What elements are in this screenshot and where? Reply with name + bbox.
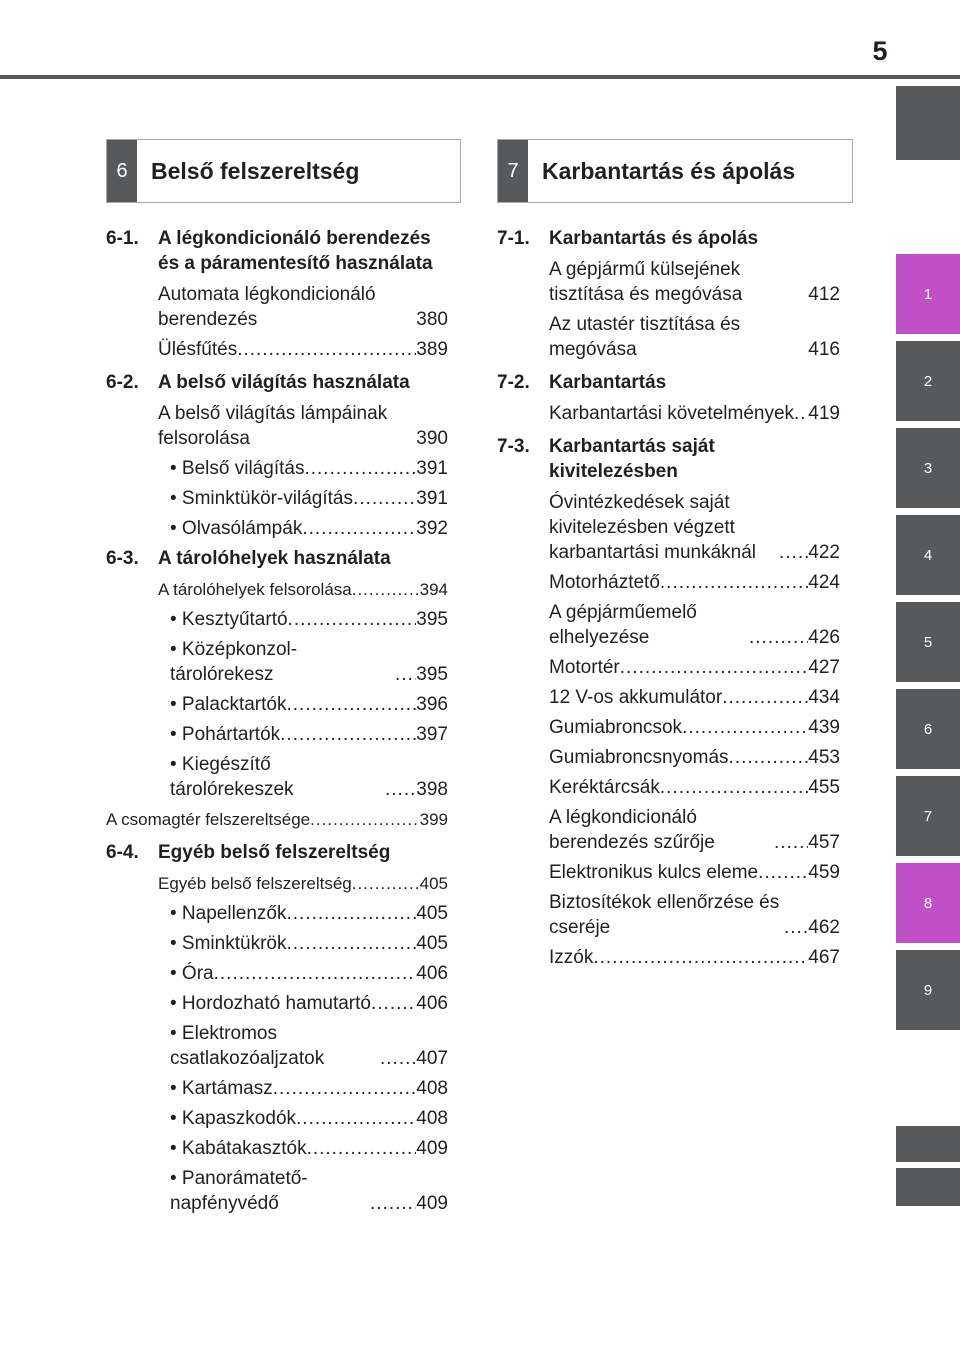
toc-entry-label: Izzók [549, 947, 594, 968]
thumb-tab-7[interactable]: 7 [896, 776, 960, 856]
leader-dots [307, 1136, 417, 1161]
toc-entry[interactable] [549, 775, 840, 800]
toc-entry[interactable] [549, 715, 840, 740]
toc-entry-label: Elektronikus kulcs eleme [549, 862, 759, 883]
toc-entry-page: 416 [808, 339, 840, 360]
toc-entry-label: • Elektromos csatlakozóaljzatok [170, 1023, 325, 1069]
toc-entry-page: 426 [808, 627, 840, 648]
toc-subentry[interactable] [170, 931, 448, 956]
toc-entry-page: 455 [808, 777, 840, 798]
toc-entry-page: 398 [416, 779, 448, 800]
thumb-tab-8[interactable]: 8 [896, 863, 960, 943]
chapter-number: 6-3. [106, 548, 139, 569]
toc-entry-label: Óvintézkedések saját kivitelezésben végzett karbantartási munkáknál [549, 492, 756, 563]
section-7-header [497, 139, 853, 203]
toc-entry-label: Biztosítékok ellenőrzése és cseréje [549, 892, 780, 938]
section-6-title: Belső felszereltség [151, 157, 360, 184]
thumb-tab-blank-1[interactable] [896, 1126, 960, 1162]
section-6-number: 6 [107, 140, 137, 202]
toc-entry-label: • Panorámatető-napfényvédő [170, 1168, 308, 1214]
toc-entry-label: • Napellenzők [170, 903, 287, 924]
toc-entry-label: • Palacktartók [170, 694, 287, 715]
toc-entry-label: 12 V-os akkumulátor [549, 687, 723, 708]
toc-subentry[interactable] [170, 1021, 448, 1071]
toc-entry[interactable] [549, 655, 840, 680]
leader-dots [287, 901, 417, 926]
leader-dots [371, 991, 416, 1016]
toc-entry-label: • Óra [170, 963, 214, 984]
leader-dots [288, 607, 417, 632]
chapter-6-1[interactable] [106, 226, 448, 276]
toc-entry-label: • Belső világítás [170, 458, 305, 479]
chapter-6-4[interactable] [106, 840, 448, 865]
chapter-number: 6-2. [106, 372, 139, 393]
toc-subentry[interactable] [170, 1166, 448, 1216]
leader-dots [620, 655, 809, 680]
leader-dots [749, 625, 808, 650]
toc-entry-page: 395 [416, 664, 448, 685]
leader-dots [237, 337, 416, 362]
leader-dots [302, 516, 416, 541]
chapter-title: Karbantartás [549, 372, 667, 393]
page-number: 5 [872, 36, 888, 66]
toc-entry-page: 380 [416, 309, 448, 330]
leader-dots [370, 1191, 416, 1216]
toc-entry-page: 391 [416, 458, 448, 479]
toc-subentry[interactable] [170, 991, 448, 1016]
toc-entry-page: 405 [416, 903, 448, 924]
toc-entry-page: 408 [416, 1078, 448, 1099]
toc-entry-label: A gépjárműemelő elhelyezése [549, 602, 697, 648]
leader-dots [286, 692, 416, 717]
thumb-tab-blank-top[interactable] [896, 86, 960, 160]
leader-dots [214, 961, 417, 986]
toc-entry-label: • Középkonzol-tárolórekesz [170, 639, 298, 685]
chapter-number: 7-1. [497, 228, 530, 249]
toc-entry-page: 390 [416, 428, 448, 449]
thumb-tab-1[interactable]: 1 [896, 254, 960, 334]
toc-entry[interactable] [549, 745, 840, 770]
leader-dots [395, 662, 416, 687]
toc-entry-label: A csomagtér felszereltsége [106, 810, 311, 829]
toc-entry[interactable] [549, 600, 840, 650]
chapter-title: A belső világítás használata [158, 372, 410, 393]
leader-dots [758, 860, 808, 885]
chapter-7-2[interactable] [497, 370, 840, 395]
toc-entry[interactable] [549, 805, 840, 855]
toc-entry-label: Ülésfűtés [158, 339, 238, 360]
leader-dots [273, 1076, 417, 1101]
toc-entry-page: 424 [808, 572, 840, 593]
toc-subentry[interactable] [170, 516, 448, 541]
toc-subentry[interactable] [170, 1106, 448, 1131]
toc-entry-label: • Hordozható hamutartó [170, 993, 371, 1014]
toc-entry-label: • Kabátakasztók [170, 1138, 307, 1159]
toc-entry-page: 412 [808, 284, 840, 305]
leader-dots [286, 931, 416, 956]
section-6-header [106, 139, 461, 203]
chapter-7-3[interactable] [497, 434, 840, 484]
leader-dots [385, 777, 416, 802]
toc-entry-page: 392 [416, 518, 448, 539]
toc-entry[interactable] [549, 945, 840, 970]
toc-entry-page: 389 [416, 339, 448, 360]
toc-entry-label: Gumiabroncsnyomás [549, 747, 729, 768]
toc-entry[interactable] [549, 401, 840, 426]
toc-entry-page: 408 [416, 1108, 448, 1129]
toc-entry-label: A tárolóhelyek felsorolása [158, 580, 352, 599]
toc-entry-label: Keréktárcsák [549, 777, 660, 798]
thumb-tab-5[interactable]: 5 [896, 602, 960, 682]
toc-entry[interactable] [549, 890, 840, 940]
toc-entry-page: 396 [416, 694, 448, 715]
chapter-6-2[interactable] [106, 370, 448, 395]
toc-entry-page: 409 [416, 1193, 448, 1214]
leader-dots [593, 945, 808, 970]
toc-entry-page: 419 [808, 403, 840, 424]
toc-entry[interactable] [158, 401, 448, 451]
leader-dots [353, 486, 416, 511]
toc-subentry[interactable] [170, 722, 448, 747]
leader-dots [784, 915, 808, 940]
toc-entry-page: 453 [808, 747, 840, 768]
header-divider [0, 75, 960, 79]
toc-entry-page: 405 [416, 933, 448, 954]
section-6-toc [106, 226, 448, 1221]
leader-dots [729, 745, 809, 770]
toc-entry-page: 405 [419, 874, 448, 893]
toc-entry-page: 407 [416, 1048, 448, 1069]
chapter-6-3[interactable] [106, 546, 448, 571]
toc-entry-page: 395 [416, 609, 448, 630]
toc-entry-page: 399 [419, 810, 448, 829]
chapter-number: 6-1. [106, 228, 139, 249]
toc-entry-page: 457 [808, 832, 840, 853]
toc-entry-label: A belső világítás lámpáinak felsorolása [158, 403, 388, 449]
toc-entry[interactable] [158, 337, 448, 362]
leader-dots [296, 1106, 416, 1131]
toc-entry-label: • Pohártartók [170, 724, 281, 745]
toc-entry-label: A gépjármű külsejének tisztítása és megóvása [549, 259, 743, 305]
leader-dots [352, 871, 420, 896]
chapter-title: A légkondicionáló berendezés és a páramentesítő használata [158, 228, 433, 274]
toc-entry-page: 409 [416, 1138, 448, 1159]
toc-subentry[interactable] [170, 486, 448, 511]
toc-entry-label: • Sminktükör-világítás [170, 488, 353, 509]
chapter-number: 7-3. [497, 436, 530, 457]
toc-entry-label: Karbantartási követelmények [549, 403, 795, 424]
leader-dots [304, 456, 416, 481]
toc-entry-page: 397 [416, 724, 448, 745]
toc-entry[interactable] [549, 490, 840, 565]
chapter-number: 6-4. [106, 842, 139, 863]
toc-entry-label: • Kiegészítő tárolórekeszek [170, 754, 294, 800]
toc-entry[interactable] [158, 282, 448, 332]
toc-subentry[interactable] [170, 456, 448, 481]
chapter-title: Karbantartás saját kivitelezésben [549, 436, 715, 482]
toc-subentry[interactable] [170, 692, 448, 717]
toc-entry[interactable] [158, 577, 448, 602]
thumb-tab-2[interactable]: 2 [896, 341, 960, 421]
leader-dots [310, 807, 420, 832]
toc-entry[interactable] [106, 807, 448, 832]
toc-entry-page: 434 [808, 687, 840, 708]
toc-entry-label: Egyéb belső felszereltség [158, 874, 352, 893]
toc-entry-page: 439 [808, 717, 840, 738]
section-7-number: 7 [498, 140, 528, 202]
toc-entry-label: A légkondicionáló berendezés szűrője [549, 807, 715, 853]
toc-entry-label: Automata légkondicionáló berendezés [158, 284, 376, 330]
toc-entry-label: • Olvasólámpák [170, 518, 303, 539]
toc-entry[interactable] [158, 871, 448, 896]
chapter-title: Egyéb belső felszereltség [158, 842, 391, 863]
toc-subentry[interactable] [170, 1136, 448, 1161]
chapter-title: A tárolóhelyek használata [158, 548, 391, 569]
thumb-tab-6[interactable]: 6 [896, 689, 960, 769]
thumb-tab-9[interactable]: 9 [896, 950, 960, 1030]
leader-dots [682, 715, 808, 740]
chapter-number: 7-2. [497, 372, 530, 393]
thumb-tab-3[interactable]: 3 [896, 428, 960, 508]
toc-entry[interactable] [549, 312, 840, 362]
toc-subentry[interactable] [170, 1076, 448, 1101]
leader-dots [779, 540, 808, 565]
leader-dots [794, 401, 808, 426]
section-7-title: Karbantartás és ápolás [542, 157, 796, 184]
toc-subentry[interactable] [170, 752, 448, 802]
leader-dots [660, 775, 808, 800]
thumb-tab-4[interactable]: 4 [896, 515, 960, 595]
toc-entry-page: 394 [419, 580, 448, 599]
toc-entry-label: • Sminktükrök [170, 933, 287, 954]
toc-entry-label: Motortér [549, 657, 620, 678]
toc-entry-label: • Kesztyűtartó [170, 609, 288, 630]
toc-entry-label: • Kapaszkodók [170, 1108, 297, 1129]
leader-dots [352, 577, 420, 602]
toc-entry-page: 427 [808, 657, 840, 678]
leader-dots [660, 570, 808, 595]
toc-entry-page: 391 [416, 488, 448, 509]
leader-dots [280, 722, 416, 747]
toc-entry[interactable] [549, 257, 840, 307]
toc-entry[interactable] [549, 685, 840, 710]
chapter-7-1[interactable] [497, 226, 840, 251]
toc-entry-page: 406 [416, 963, 448, 984]
toc-entry-label: • Kartámasz [170, 1078, 273, 1099]
toc-entry-page: 406 [416, 993, 448, 1014]
toc-entry-label: Motorháztető [549, 572, 660, 593]
toc-subentry[interactable] [170, 901, 448, 926]
toc-entry-label: Az utastér tisztítása és megóvása [549, 314, 741, 360]
toc-entry-label: Gumiabroncsok [549, 717, 683, 738]
toc-entry-page: 422 [808, 542, 840, 563]
leader-dots [722, 685, 808, 710]
toc-entry-page: 462 [808, 917, 840, 938]
toc-entry-page: 459 [808, 862, 840, 883]
toc-entry[interactable] [549, 570, 840, 595]
toc-subentry[interactable] [170, 637, 448, 687]
toc-entry[interactable] [549, 860, 840, 885]
toc-subentry[interactable] [170, 961, 448, 986]
leader-dots [774, 830, 808, 855]
chapter-title: Karbantartás és ápolás [549, 228, 759, 249]
toc-entry-page: 467 [808, 947, 840, 968]
toc-subentry[interactable] [170, 607, 448, 632]
leader-dots [380, 1046, 416, 1071]
section-7-toc [497, 226, 840, 975]
thumb-tab-blank-2[interactable] [896, 1168, 960, 1206]
